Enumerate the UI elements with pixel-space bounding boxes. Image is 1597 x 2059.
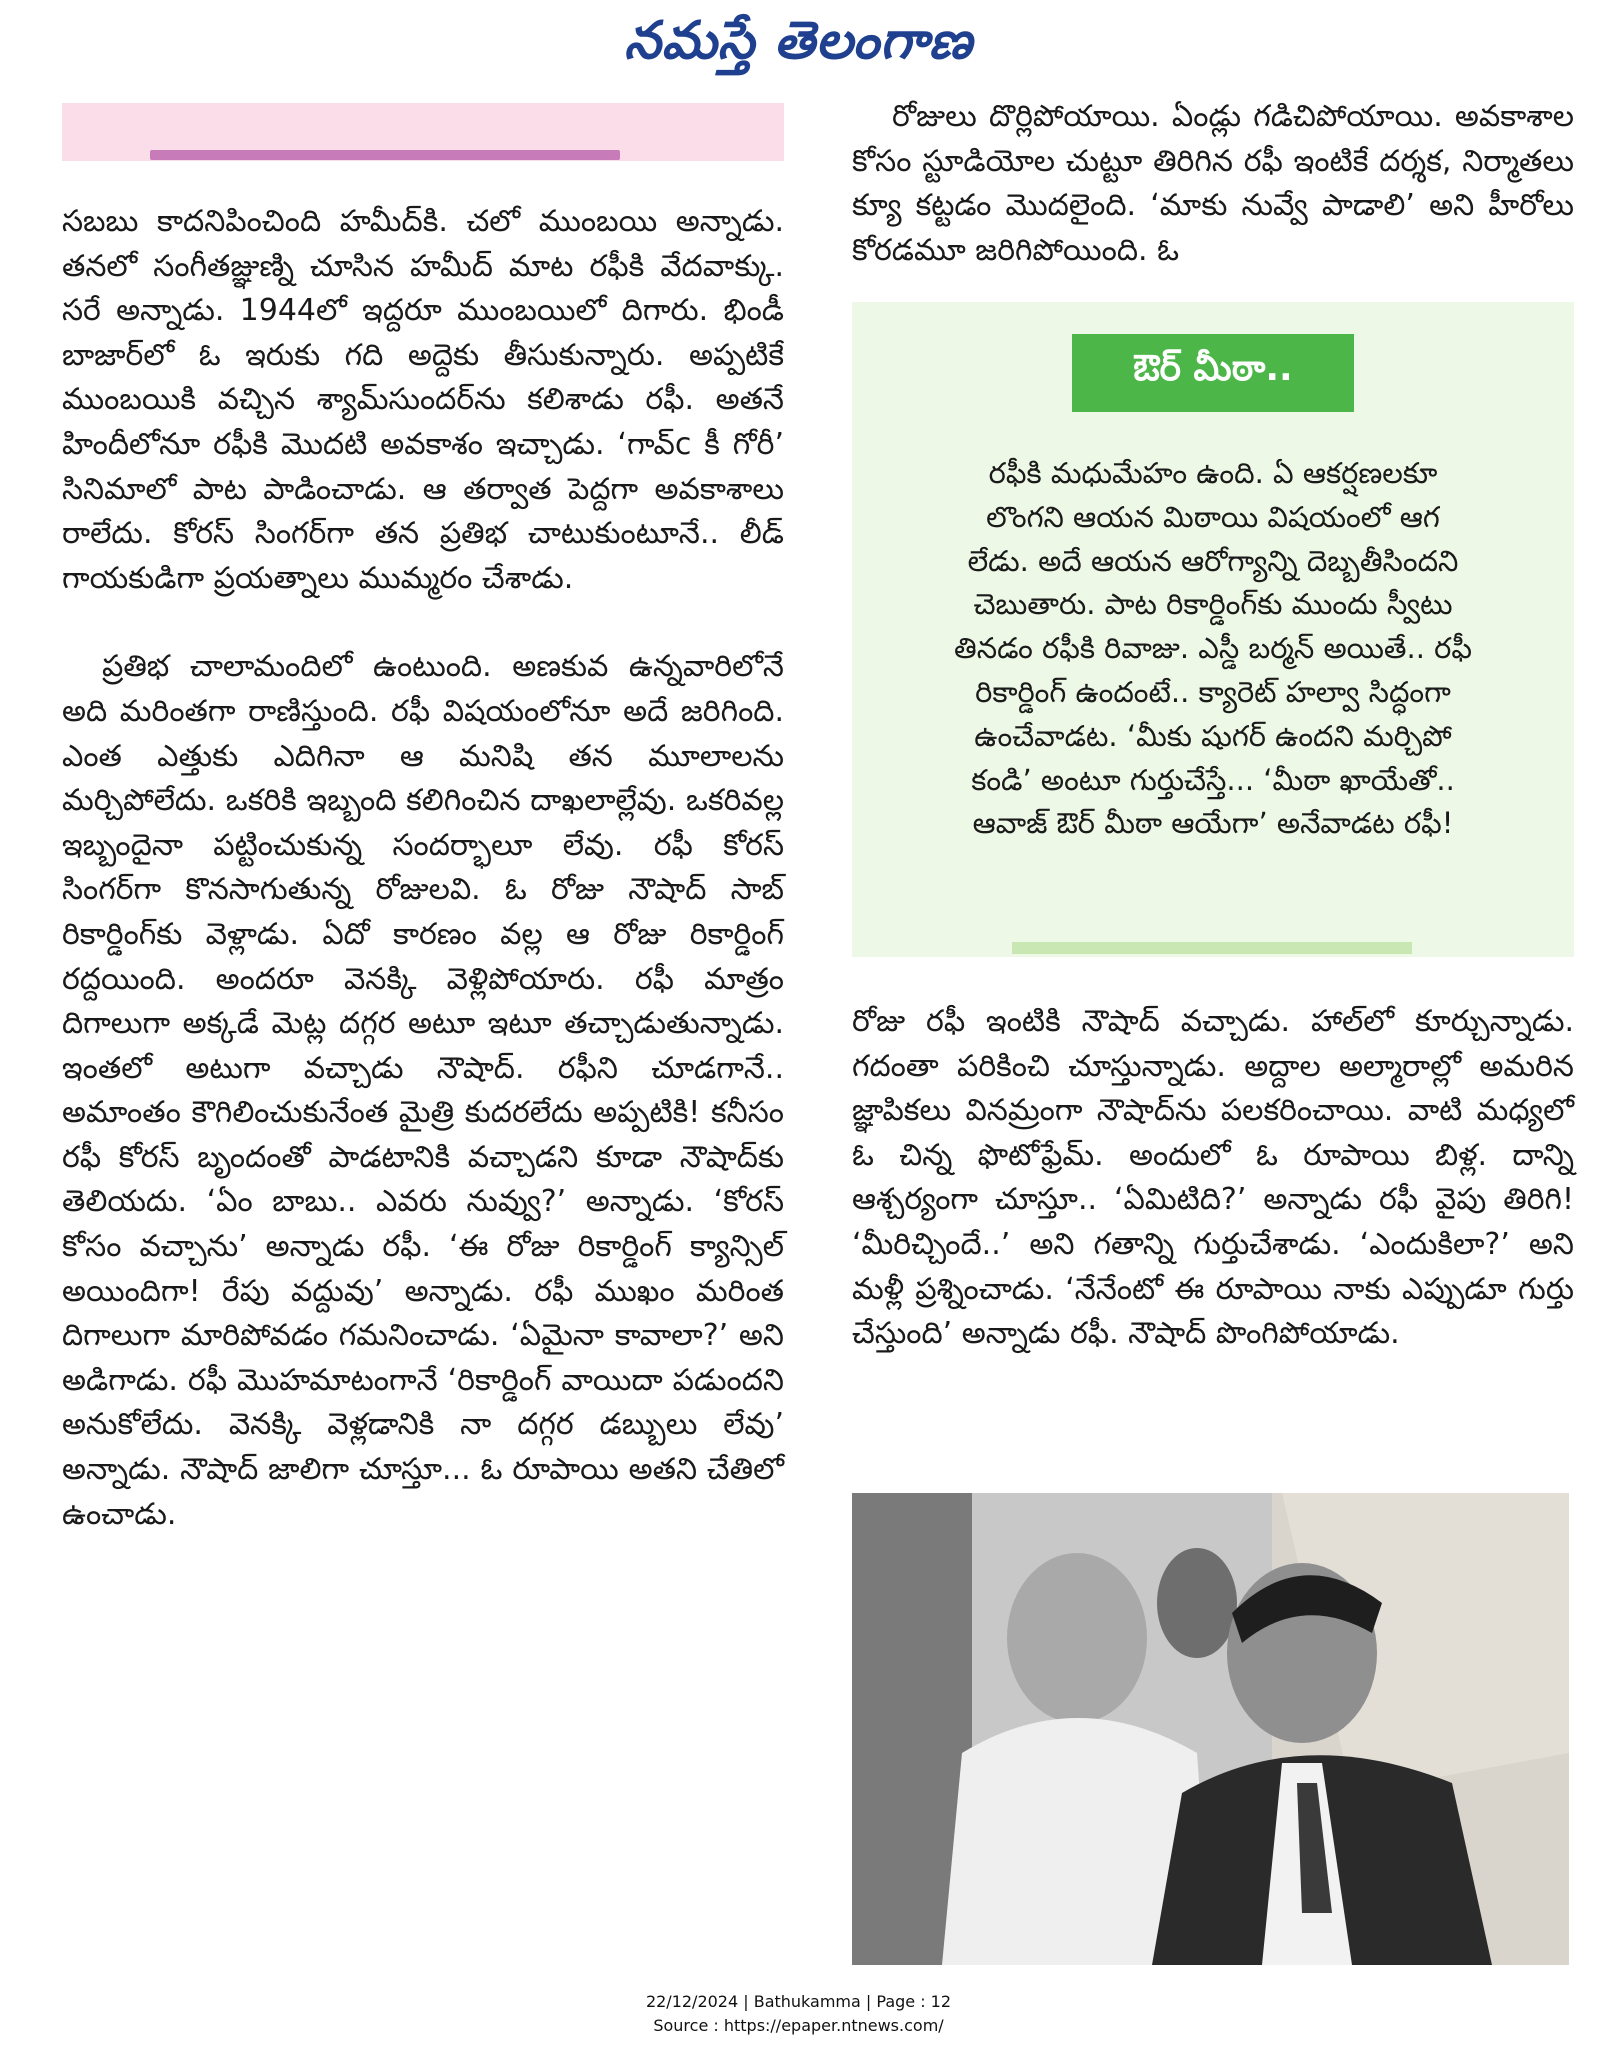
- decorative-header-rule: [150, 150, 620, 160]
- right-article-column-top: [852, 95, 1574, 273]
- left-paragraph-1: సబబు కాదనిపించింది హమీద్‌కి. చలో ముంబయి అన్నాడు. తనలో సంగీతజ్ఞుణ్ని చూసిన హమీద్ మాట రఫీకి వేదవాక్కు. సరే అన్నాడు. 1944లో ఇద్దరూ ముంబయిలో దిగారు. భిండీ బాజార్‌లో ఓ ఇరుకు గది అద్దెకు తీసుకున్నారు. అప్పటికే ముంబయికి వచ్చిన శ్యామ్‌సుందర్‌ను కలిశాడు రఫీ. అతనే హిందీలోనూ రఫీకి మొదటి అవకాశం ఇచ్చాడు. ‘గావ్c కీ గోరీ’ సినిమాలో పాట పాడించాడు. ఆ తర్వాత పెద్దగా అవకాశాలు రాలేదు. కోరస్ సింగర్‌గా తన ప్రతిభ చాటుకుంటూనే.. లీడ్ గాయకుడిగా ప్రయత్నాలు ముమ్మరం చేశాడు.: [62, 204, 784, 596]
- sidebar-line: ఆవాజ్ ఔర్ మీఠా ఆయేగా’ అనేవాడట రఫీ!: [972, 806, 1454, 841]
- footer-issue-info: 22/12/2024 | Bathukamma | Page : 12: [645, 1992, 952, 2011]
- left-paragraph-2: ప్రతిభ చాలామందిలో ఉంటుంది. అణకువ ఉన్నవారిలోనే అది మరింతగా రాణిస్తుంది. రఫీ విషయంలోనూ అదే జరిగింది. ఎంత ఎత్తుకు ఎదిగినా ఆ మనిషి తన మూలాలను మర్చిపోలేదు. ఒకరికి ఇబ్బంది కలిగించిన దాఖలాల్లేవు. ఒకరివల్ల ఇబ్బందైనా పట్టించుకున్న సందర్భాలూ లేవు. రఫీ కోరస్ సింగర్‌గా కొనసాగుతున్న రోజులవి. ఓ రోజు నౌషాద్ సాబ్ రికార్డింగ్‌కు వెళ్లాడు. ఏదో కారణం వల్ల ఆ రోజు రికార్డింగ్ రద్దయింది. అందరూ వెనక్కి వెళ్లిపోయారు. రఫీ మాత్రం దిగాలుగా అక్కడే మెట్ల దగ్గర అటూ ఇటూ తచ్చాడుతున్నాడు. ఇంతలో అటుగా వచ్చాడు నౌషాద్. రఫీని చూడగానే.. అమాంతం కౌగిలించుకునేంత మైత్రి కుదరలేదు అప్పటికి! కనీసం రఫీ కోరస్ బృందంతో పాడటానికి వచ్చాడని కూడా నౌషాద్‌కు తెలియదు. ‘ఏం బాబు.. ఎవరు నువ్వు?’ అన్నాడు. ‘కోరస్ కోసం వచ్చాను’ అన్నాడు రఫీ. ‘ఈ రోజు రికార్డింగ్ క్యాన్సిల్ అయిందిగా! రేపు వద్దువు’ అన్నాడు. రఫీ ముఖం మరింత దిగాలుగా మారిపోవడం గమనించాడు. ‘ఏమైనా కావాలా?’ అని అడిగాడు. రఫీ మొహమాటంగానే ‘రికార్డింగ్ వాయిదా పడుందని అనుకోలేదు. వెనక్కి వెళ్లడానికి నా దగ్గర డబ్బులు లేవు’ అన్నాడు. నౌషాద్ జాలిగా చూస్తూ... ఓ రూపాయి అతని చేతిలో ఉంచాడు.: [62, 649, 784, 1532]
- sidebar-line: తినడం రఫీకి రివాజు. ఎస్డీ బర్మన్ అయితే.. రఫీ: [954, 631, 1472, 666]
- right-bottom-paragraph: రోజు రఫీ ఇంటికి నౌషాద్ వచ్చాడు. హాల్‌లో కూర్చున్నాడు. గదంతా పరికించి చూస్తున్నాడు. అద్దాల అల్మారాల్లో అమరిన జ్ఞాపికలు వినమ్రంగా నౌషాద్‌ను పలకరించాయి. వాటి మధ్యలో ఓ చిన్న ఫొటోఫ్రేమ్. అందులో ఓ రూపాయి బిళ్ల. దాన్ని ఆశ్చర్యంగా చూస్తూ.. ‘ఏమిటిది?’ అన్నాడు రఫీ వైపు తిరిగి! ‘మీరిచ్చిందే..’ అని గతాన్ని గుర్తుచేశాడు. ‘ఎందుకిలా?’ అని మళ్లీ ప్రశ్నించాడు. ‘నేనేంటో ఈ రూపాయి నాకు ఎప్పుడూ గుర్తు చేస్తుంది’ అన్నాడు రఫీ. నౌషాద్ పొంగిపోయాడు.: [852, 1004, 1574, 1352]
- sidebar-line: కండి’ అంటూ గుర్తుచేస్తే... ‘మీఠా ఖాయేతో..: [971, 762, 1455, 797]
- photo-illustration: [852, 1493, 1569, 1965]
- sidebar-line: లేడు. అదే ఆయన ఆరోగ్యాన్ని దెబ్బతీసిందని: [967, 543, 1459, 578]
- sidebar-line: లొంగని ఆయన మిఠాయి విషయంలో ఆగ: [986, 499, 1440, 534]
- black-and-white-photo: [852, 1493, 1569, 1965]
- sidebar-bottom-rule: [1012, 942, 1412, 954]
- sidebar-line: రికార్డింగ్ ఉందంటే.. క్యారెట్ హల్వా సిద్ధంగా: [975, 674, 1451, 709]
- sidebar-line: రఫీకి మధుమేహం ఉంది. ఏ ఆకర్షణలకూ: [988, 456, 1438, 490]
- right-top-paragraph: రోజులు దొర్లిపోయాయి. ఏండ్లు గడిచిపోయాయి. అవకాశాల కోసం స్టూడియోల చుట్టూ తిరిగిన రఫీ ఇంటికే దర్శక, నిర్మాతలు క్యూ కట్టడం మొదలైంది. ‘మాకు నువ్వే పాడాలి’ అని హీరోలు కోరడమూ జరిగిపోయింది. ఓ: [852, 99, 1574, 268]
- sidebar-line: ఉంచేవాడట. ‘మీకు షుగర్ ఉందని మర్చిపో: [974, 718, 1452, 753]
- sidebar-line: చెబుతారు. పాట రికార్డింగ్‌కు ముందు స్వీటు: [973, 587, 1453, 622]
- sidebar-box: [852, 302, 1574, 957]
- sidebar-title: ఔర్ మీఠా..: [1072, 334, 1354, 412]
- right-article-column-bottom: [852, 1000, 1574, 1357]
- left-article-column: [62, 200, 784, 1537]
- masthead-title: నమస్తే తెలంగాణ: [624, 10, 973, 71]
- sidebar-text: [890, 452, 1536, 846]
- footer-source: Source : https://epaper.ntnews.com/: [653, 2016, 944, 2035]
